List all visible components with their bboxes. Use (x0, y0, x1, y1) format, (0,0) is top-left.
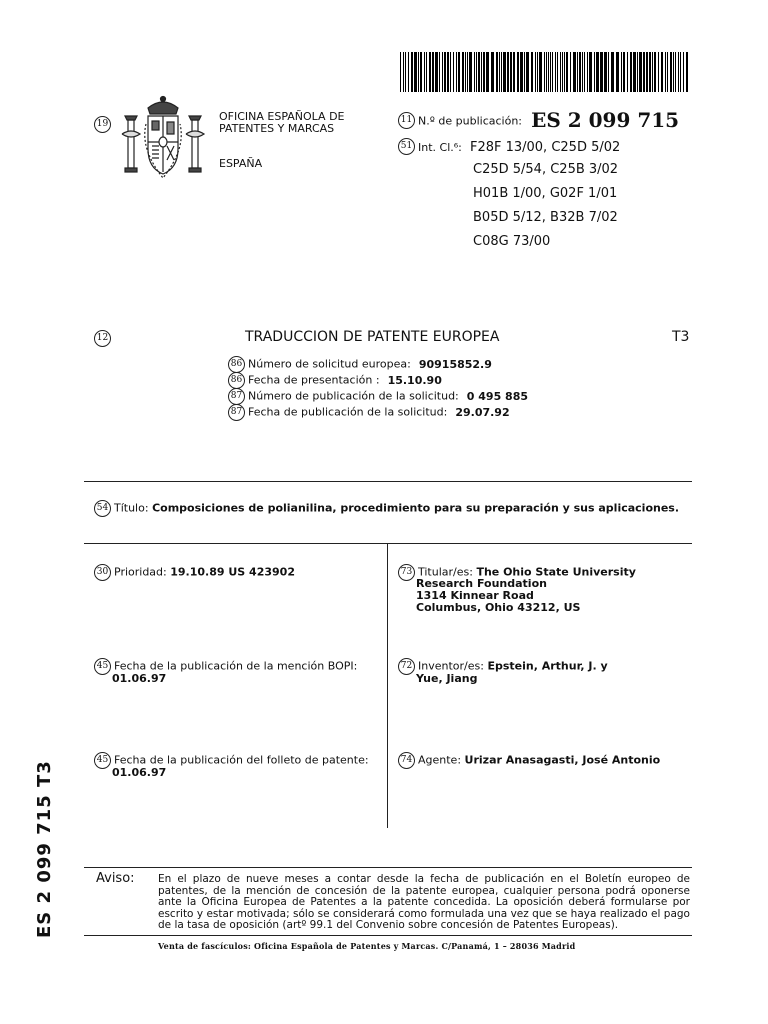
classification-line-5: C08G 73/00 (473, 234, 551, 249)
classification-line-1: F28F 13/00, C25D 5/02 (469, 140, 621, 155)
classification-label-row (398, 136, 620, 155)
publication-number: ES 2 099 715 (531, 108, 680, 132)
barcode-bar (507, 52, 509, 92)
barcode-bar (643, 52, 645, 92)
field-number-51: 51 (398, 138, 415, 155)
barcode-bar (665, 52, 666, 92)
barcode-bar (673, 52, 674, 92)
barcode-bar (520, 52, 523, 92)
barcode-bar (654, 52, 656, 92)
barcode-bar (627, 52, 628, 92)
barcode-bar (639, 52, 642, 92)
field-number-11: 11 (398, 112, 415, 129)
barcode-bar (686, 52, 688, 92)
barcode-bar (535, 52, 536, 92)
barcode-bar (444, 52, 446, 92)
barcode-bar (652, 52, 653, 92)
barcode-bar (557, 52, 558, 92)
barcode (400, 52, 690, 92)
barcode-bar (429, 52, 431, 92)
divider (84, 481, 692, 482)
application-value: 0 495 885 (466, 389, 529, 403)
application-value: 15.10.90 (387, 373, 442, 387)
notice-bottom-rule (84, 935, 692, 936)
barcode-bar (467, 52, 468, 92)
barcode-bar (537, 52, 538, 92)
barcode-bar (442, 52, 443, 92)
bopi-field (94, 658, 376, 685)
barcode-bar (483, 52, 485, 92)
barcode-bar (447, 52, 449, 92)
barcode-bar (469, 52, 472, 92)
barcode-bar (531, 52, 533, 92)
application-row-3 (228, 388, 528, 405)
application-value: 29.07.92 (455, 405, 510, 419)
barcode-bar (633, 52, 636, 92)
folleto-value: 01.06.97 (112, 766, 167, 779)
barcode-bar (680, 52, 681, 92)
bopi-label: Fecha de la publicación de la mención BOPI: (114, 659, 358, 673)
notice-text: En el plazo de nueve meses a contar desde la fecha de publicación en el Boletín europeo de patentes, de la mención de concesión de la patente europea, cualquier persona podrá oponerse ante la Oficina Europea de Patentes a la patente concedida. La oposición deberá formularse por escrito y estar motivada; sólo se considerará como formulada una vez que se haya realizado el pago de la tasa de oposición (artº 99.1 del Convenio sobre concesión de Patentes Europeas). (158, 873, 690, 931)
bopi-value: 01.06.97 (112, 672, 167, 685)
barcode-bar (587, 52, 588, 92)
barcode-bar (550, 52, 551, 92)
application-label: Número de publicación de la solicitud: (248, 389, 459, 403)
doc-type-field (94, 328, 114, 347)
publication-label: N.º de publicación: (418, 114, 523, 128)
application-label: Fecha de publicación de la solicitud: (248, 405, 448, 419)
barcode-bar (596, 52, 599, 92)
barcode-bar (418, 52, 419, 92)
office-name-line2: PATENTES Y MARCAS (219, 122, 335, 135)
classification-line-2: C25D 5/54, C25B 3/02 (473, 162, 619, 177)
barcode-bar (503, 52, 506, 92)
title-field (94, 500, 679, 517)
barcode-bar (646, 52, 648, 92)
barcode-bar (426, 52, 427, 92)
barcode-bar (456, 52, 457, 92)
barcode-bar (462, 52, 464, 92)
publication-number-block (398, 108, 679, 132)
application-label: Fecha de presentación : (248, 373, 380, 387)
barcode-bar (649, 52, 651, 92)
barcode-bar (608, 52, 609, 92)
barcode-bar (661, 52, 663, 92)
field-number-45: 45 (94, 658, 111, 675)
barcode-bar (439, 52, 440, 92)
field-number-86: 86 (228, 356, 245, 373)
field-number-12: 12 (94, 330, 111, 347)
footer-sales-text: Venta de fascículos: Oficina Española de Patentes y Marcas. C/Panamá, 1 – 28036 Madrid (158, 941, 576, 951)
barcode-bar (584, 52, 585, 92)
barcode-bar (573, 52, 576, 92)
barcode-bar (637, 52, 638, 92)
barcode-bar (577, 52, 578, 92)
barcode-bar (539, 52, 542, 92)
barcode-bar (411, 52, 413, 92)
doc-type-code: T3 (672, 329, 690, 345)
inventor-label: Inventor/es: (418, 659, 484, 673)
barcode-bar (560, 52, 561, 92)
coat-of-arms-emblem (118, 94, 208, 182)
classification-line-4: B05D 5/12, B32B 7/02 (473, 210, 618, 225)
priority-field (94, 564, 295, 581)
barcode-bar (564, 52, 565, 92)
barcode-bar (513, 52, 515, 92)
classification-label: Int. Cl.⁶: (418, 141, 462, 154)
field-number-87: 87 (228, 404, 245, 421)
barcode-bar (552, 52, 553, 92)
barcode-bar (491, 52, 494, 92)
barcode-bar (566, 52, 568, 92)
barcode-bar (570, 52, 571, 92)
field-number-86: 86 (228, 372, 245, 389)
barcode-bar (630, 52, 632, 92)
barcode-bar (481, 52, 482, 92)
field-number-73: 73 (398, 564, 415, 581)
column-divider (387, 543, 388, 828)
barcode-bar (594, 52, 595, 92)
barcode-bar (486, 52, 489, 92)
application-value: 90915852.9 (418, 357, 492, 371)
notice-top-rule (84, 867, 692, 868)
barcode-bar (420, 52, 422, 92)
classification-line-3: H01B 1/00, G02F 1/01 (473, 186, 618, 201)
barcode-bar (579, 52, 581, 92)
barcode-bar (544, 52, 545, 92)
barcode-bar (582, 52, 583, 92)
barcode-bar (476, 52, 477, 92)
barcode-bar (496, 52, 498, 92)
barcode-bar (524, 52, 525, 92)
barcode-bar (658, 52, 659, 92)
barcode-bar (458, 52, 460, 92)
barcode-bar (510, 52, 512, 92)
barcode-bar (424, 52, 425, 92)
barcode-bar (400, 52, 401, 92)
title-value: Composiciones de polianilina, procedimiento para su preparación y sus aplicaciones. (152, 501, 680, 515)
barcode-bar (562, 52, 563, 92)
folleto-field (94, 752, 376, 779)
barcode-bar (546, 52, 547, 92)
divider (84, 543, 692, 544)
title-label: Título: (114, 501, 149, 515)
barcode-bar (667, 52, 668, 92)
barcode-bar (683, 52, 684, 92)
inventor-line-2: Yue, Jiang (416, 672, 478, 685)
barcode-bar (408, 52, 409, 92)
field-number-30: 30 (94, 564, 111, 581)
barcode-bar (450, 52, 451, 92)
office-field-number (94, 114, 114, 133)
barcode-bar (678, 52, 679, 92)
barcode-bar (403, 52, 404, 92)
barcode-bar (414, 52, 417, 92)
field-number-19: 19 (94, 116, 111, 133)
side-publication-number: ES 2 099 715 T3 (34, 760, 55, 938)
barcode-bar (405, 52, 406, 92)
application-row-2 (228, 372, 442, 389)
barcode-bar (465, 52, 466, 92)
barcode-bar (675, 52, 676, 92)
inventor-line-1: Epstein, Arthur, J. y (487, 659, 608, 673)
doc-type-title: TRADUCCION DE PATENTE EUROPEA (245, 329, 500, 345)
field-number-87: 87 (228, 388, 245, 405)
barcode-bar (526, 52, 529, 92)
barcode-bar (616, 52, 619, 92)
barcode-bar (548, 52, 549, 92)
priority-value: 19.10.89 US 423902 (170, 565, 295, 579)
barcode-bar (670, 52, 672, 92)
holder-address (416, 578, 580, 614)
holder-line-1: The Ohio State University (476, 565, 636, 579)
office-name (219, 111, 345, 135)
holder-line-2: Research Foundation (416, 577, 547, 590)
office-country: ESPAÑA (219, 157, 263, 170)
field-number-54: 54 (94, 500, 111, 517)
barcode-bar (604, 52, 607, 92)
notice-label: Aviso: (96, 871, 135, 886)
barcode-bar (432, 52, 434, 92)
barcode-bar (474, 52, 475, 92)
barcode-bar (501, 52, 502, 92)
application-row-4 (228, 404, 510, 421)
holder-label: Titular/es: (418, 565, 473, 579)
barcode-bar (453, 52, 454, 92)
barcode-bar (611, 52, 614, 92)
barcode-bar (478, 52, 480, 92)
folleto-label: Fecha de la publicación del folleto de patente: (114, 753, 369, 767)
priority-label: Prioridad: (114, 565, 167, 579)
barcode-bar (499, 52, 500, 92)
field-number-74: 74 (398, 752, 415, 769)
holder-line-4: Columbus, Ohio 43212, US (416, 601, 581, 614)
barcode-bar (621, 52, 622, 92)
agent-value: Urizar Anasagasti, José Antonio (464, 753, 661, 767)
agent-field (398, 752, 660, 769)
office-name-line1: OFICINA ESPAÑOLA DE (219, 110, 345, 123)
barcode-bar (600, 52, 603, 92)
agent-label: Agente: (418, 753, 462, 767)
barcode-bar (435, 52, 438, 92)
field-number-45: 45 (94, 752, 111, 769)
application-row-1 (228, 356, 492, 373)
barcode-bar (589, 52, 592, 92)
field-number-72: 72 (398, 658, 415, 675)
application-label: Número de solicitud europea: (248, 357, 411, 371)
barcode-bar (623, 52, 625, 92)
holder-line-3: 1314 Kinnear Road (416, 589, 534, 602)
barcode-bar (555, 52, 556, 92)
barcode-bar (517, 52, 519, 92)
